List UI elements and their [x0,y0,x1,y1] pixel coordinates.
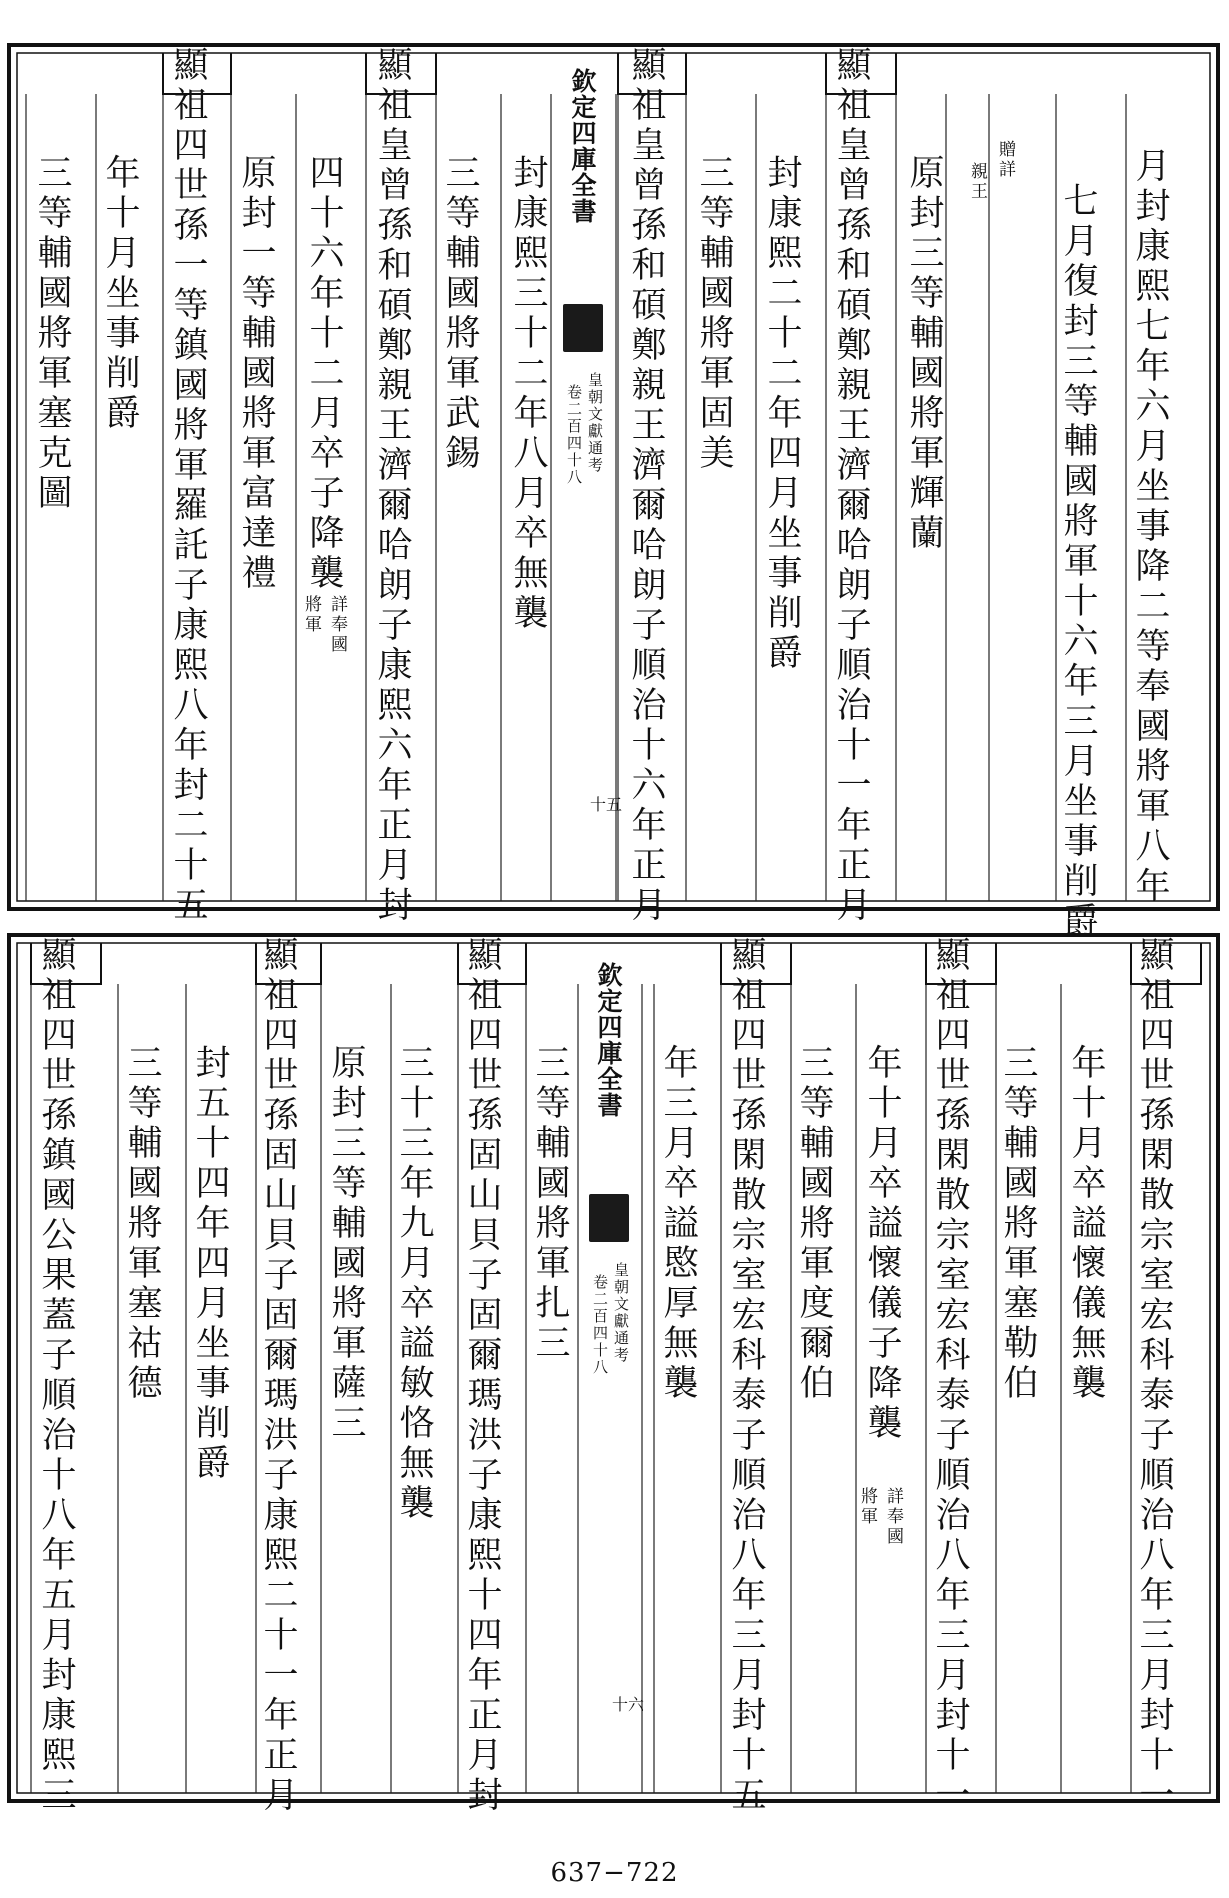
text-column: 原封一等輔國將軍富達禮 [236,154,276,594]
text-column: 三十三年九月卒謚敏恪無襲 [394,1044,434,1524]
annotation-note: 詳奉國 [327,595,347,655]
text-column: 顯祖皇曾孫和碩鄭親王濟爾哈朗子康熙六年正月封 [372,46,412,926]
margin-page-number: 十六 [612,1695,645,1714]
text-column: 原封三等輔國將軍薩三 [326,1044,366,1444]
text-column: 年十月卒謚懷儀子降襲 [862,1044,902,1444]
top-page [6,42,1221,942]
text-column: 原封三等輔國將軍輝蘭 [904,154,944,554]
text-column: 三等輔國將軍塞祜德 [122,1044,162,1404]
text-column: 月封康熙七年六月坐事降二等奉國將軍八年 [1130,147,1170,907]
text-column: 三等輔國將軍度爾伯 [794,1044,834,1404]
text-column: 顯祖四世孫固山貝子固爾瑪洪子康熙二十一年正月 [258,936,298,1816]
annotation-note: 將軍 [301,595,321,635]
text-column: 三等輔國將軍武錫 [440,154,480,474]
text-column: 年十月卒謚懷儀無襲 [1066,1044,1106,1404]
text-column: 三等輔國將軍塞克圖 [32,154,72,514]
text-column: 顯祖四世孫固山貝子固爾瑪洪子康熙十四年正月封 [462,936,502,1816]
text-column: 封康熙三十二年八月卒無襲 [508,154,548,634]
text-column: 顯祖四世孫閑散宗室宏科泰子順治八年三月封十一 [1134,936,1174,1816]
text-column: 顯祖皇曾孫和碩鄭親王濟爾哈朗子順治十一年正月 [831,46,871,926]
margin-volume: 卷二百四十八 [565,384,583,486]
text-column: 顯祖四世孫閑散宗室宏科泰子順治八年三月封十五 [726,936,766,1816]
fish-tail-mark [589,1194,629,1242]
annotation-note: 贈詳 [995,140,1015,180]
margin-source: 皇朝文獻通考 [612,1262,630,1364]
margin-title: 欽定四庫全書 [594,962,623,1118]
margin-volume: 卷二百四十八 [591,1274,609,1376]
text-column: 顯祖四世孫一等鎮國將軍羅託子康熙八年封二十五 [168,46,208,926]
fish-tail-mark [563,304,603,352]
margin-page-number: 十五 [590,795,623,814]
margin-title: 欽定四庫全書 [568,68,597,224]
text-column: 封康熙二十二年四月坐事削爵 [762,154,802,674]
text-column: 年十月坐事削爵 [100,154,140,434]
text-column: 七月復封三等輔國將軍十六年三月坐事削爵 [1058,182,1098,942]
folio-number: 637−722 [550,1858,679,1888]
text-column: 顯祖皇曾孫和碩鄭親王濟爾哈朗子順治十六年正月 [626,46,666,926]
text-column: 年三月卒謚愍厚無襲 [658,1044,698,1404]
annotation-note: 詳奉國 [883,1487,903,1547]
text-column: 三等輔國將軍塞勒伯 [998,1044,1038,1404]
text-column: 三等輔國將軍固美 [694,154,734,474]
text-column: 顯祖四世孫閑散宗室宏科泰子順治八年三月封十一 [930,936,970,1816]
annotation-note: 將軍 [857,1487,877,1527]
text-column: 四十六年十二月卒子降襲 [304,154,344,594]
margin-source: 皇朝文獻通考 [586,372,604,474]
annotation-note: 親王 [967,162,987,202]
text-column: 顯祖四世孫鎮國公果蓋子順治十八年五月封康熙三 [36,936,76,1816]
bottom-page [6,932,1221,1816]
text-column: 封五十四年四月坐事削爵 [190,1044,230,1484]
text-column: 三等輔國將軍扎三 [530,1044,570,1364]
